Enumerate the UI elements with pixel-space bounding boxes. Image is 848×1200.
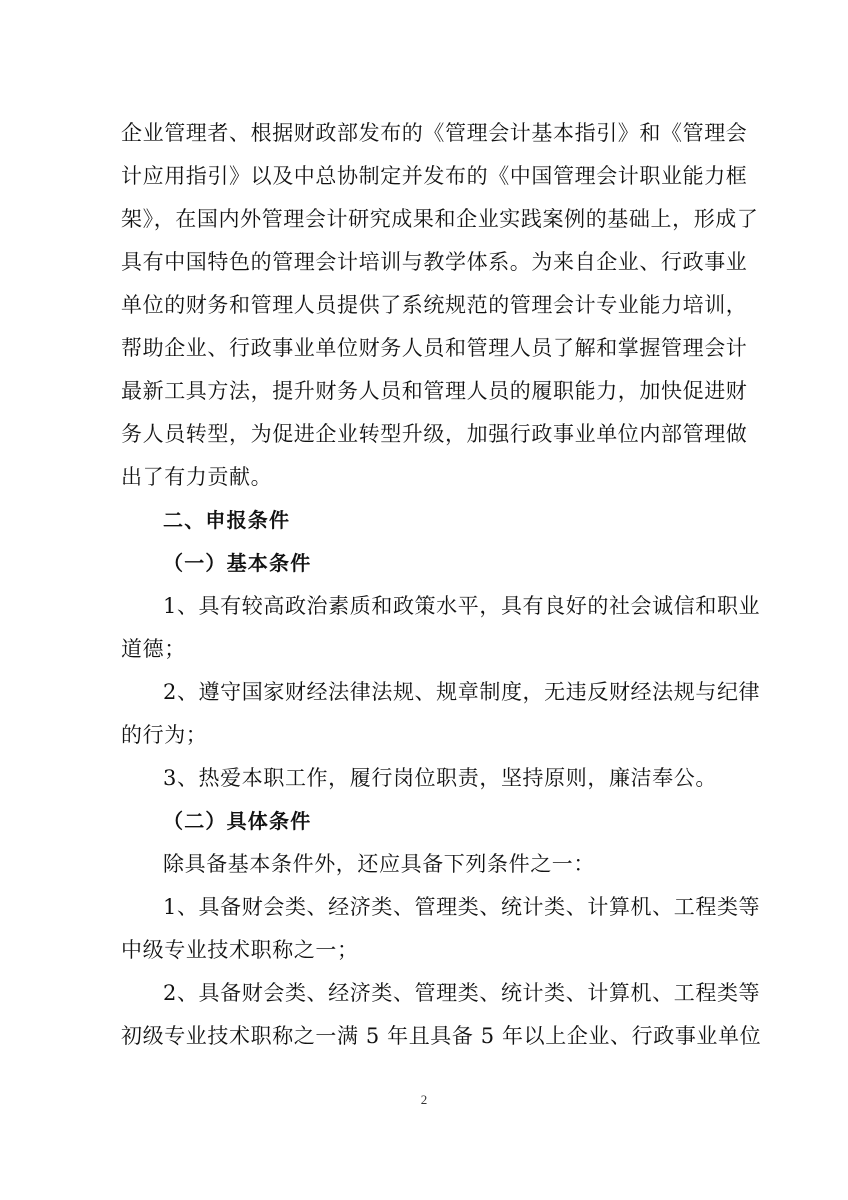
list-item-line: 1、具备财会类、经济类、管理类、统计类、计算机、工程类等	[163, 895, 761, 919]
paragraph-line: 具有中国特色的管理会计培训与教学体系。为来自企业、行政事业	[121, 250, 748, 274]
section-heading: 二、申报条件	[163, 508, 291, 532]
list-item-line: 3、热爱本职工作，履行岗位职责，坚持原则，廉洁奉公。	[163, 766, 717, 790]
paragraph-line: 架》，在国内外管理会计研究成果和企业实践案例的基础上，形成了	[121, 207, 759, 231]
list-item-line: 中级专业技术职称之一；	[121, 938, 359, 962]
page-number: 2	[420, 1092, 428, 1107]
paragraph-line: 企业管理者、根据财政部发布的《管理会计基本指引》和《管理会	[121, 121, 748, 145]
paragraph-line: 帮助企业、行政事业单位财务人员和管理人员了解和掌握管理会计	[121, 336, 748, 360]
list-item-line: 的行为；	[121, 723, 208, 747]
paragraph-line: 除具备基本条件外，还应具备下列条件之一：	[163, 852, 595, 876]
list-item-line: 初级专业技术职称之一满 5 年且具备 5 年以上企业、行政事业单位	[121, 1024, 762, 1048]
list-item-line: 2、具备财会类、经济类、管理类、统计类、计算机、工程类等	[163, 981, 761, 1005]
paragraph-line: 务人员转型，为促进企业转型升级，加强行政事业单位内部管理做	[121, 422, 748, 446]
paragraph-line: 最新工具方法，提升财务人员和管理人员的履职能力，加快促进财	[121, 379, 748, 403]
subsection-heading: （二）具体条件	[163, 809, 312, 833]
paragraph-line: 出了有力贡献。	[121, 465, 273, 489]
list-item-line: 1、具有较高政治素质和政策水平，具有良好的社会诚信和职业	[163, 594, 761, 618]
list-item-line: 2、遵守国家财经法律法规、规章制度，无违反财经法规与纪律	[163, 680, 761, 704]
list-item-line: 道德；	[121, 637, 186, 661]
paragraph-line: 计应用指引》以及中总协制定并发布的《中国管理会计职业能力框	[121, 164, 748, 188]
subsection-heading: （一）基本条件	[163, 551, 312, 575]
paragraph-line: 单位的财务和管理人员提供了系统规范的管理会计专业能力培训，	[121, 293, 748, 317]
